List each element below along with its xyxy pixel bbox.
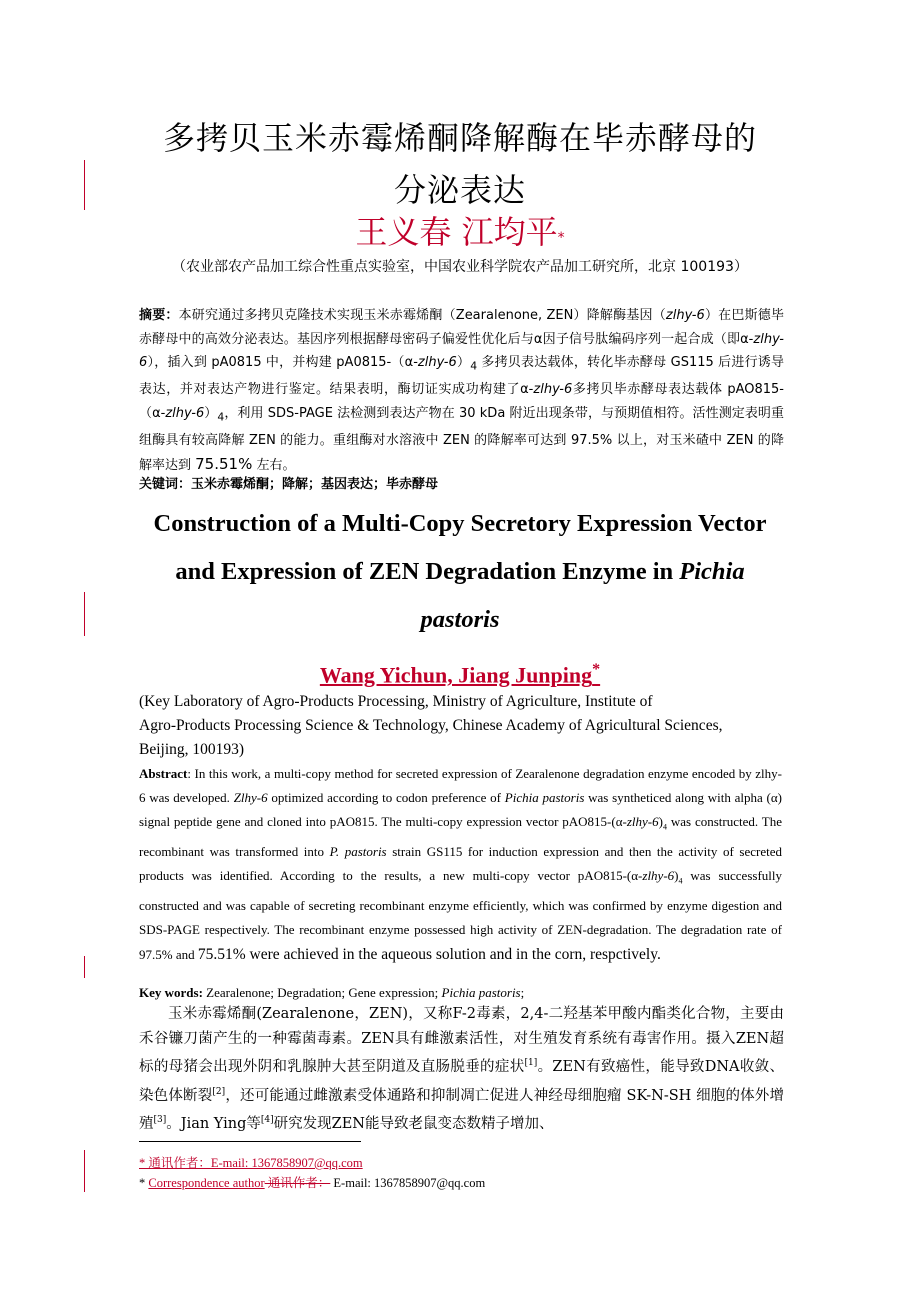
abstract-text: : In this work, a multi-copy method for secreted expression of Zearalenone degradation enzyme encoded by zlhy-6 was developed. [139, 766, 782, 806]
english-title-line2 [110, 548, 810, 596]
species-name: P. pastoris [329, 844, 387, 860]
gene-name: Zlhy-6 [233, 790, 268, 806]
footnote-mark: * [139, 1176, 149, 1190]
species-name: Pichia pastoris [441, 985, 521, 1000]
revision-bar [84, 592, 85, 636]
body-text: ，还可能通过雌激素受体通路和抑制凋亡促进人神经母细胞瘤 SK-N-SH 细胞的体外增殖 [139, 1087, 784, 1132]
chinese-title-line1: 多拷贝玉米赤霉烯酮降解酶在毕赤酵母的 [162, 119, 757, 157]
citation-ref[interactable]: [2] [212, 1086, 226, 1097]
abstract-text: 75.51% were achieved in the aqueous solution and in the corn, respctively. [197, 945, 661, 963]
footnote-separator [139, 1141, 361, 1142]
gene-name: zlhy-6 [139, 331, 784, 371]
gene-name: zlhy-6 [642, 868, 675, 884]
revision-bar [84, 160, 85, 210]
english-affiliation-line: Agro-Products Processing Science & Technology, Chinese Academy of Agricultural Sciences, [139, 717, 723, 734]
abstract-text: was constructed. The recombinant was transformed into [139, 814, 782, 860]
body-text: 研究发现ZEN能导致老鼠变态数精子增加、 [273, 1115, 554, 1132]
abstract-text: ） [204, 405, 218, 421]
english-title [110, 500, 810, 644]
english-abstract-label: Abstract [139, 766, 188, 781]
english-abstract [139, 762, 782, 967]
gene-name: zlhy-6 [533, 382, 573, 398]
citation-ref[interactable]: [1] [524, 1058, 538, 1069]
abstract-text: 多拷贝毕赤酵母表达载体 pAO815-（α- [139, 382, 784, 421]
abstract-text: ），插入到 pA0815 中，并构建 pA0815-（α- [147, 355, 418, 371]
abstract-text: 本研究通过多拷贝克隆技术实现玉米赤霉烯酮（Zearalenone, ZEN）降解酶基因（ [178, 308, 666, 323]
gene-name: zlhy-6 [417, 355, 457, 371]
english-title-line1: Construction of a Multi-Copy Secretory Expression Vector [153, 510, 767, 537]
gene-name: zlhy-6 [165, 405, 205, 421]
gene-name: zlhy-6 [665, 308, 705, 323]
abstract-text: ) [674, 868, 679, 884]
abstract-text: ) [658, 814, 663, 830]
chinese-abstract [139, 304, 784, 477]
chinese-authors [120, 212, 800, 252]
abstract-text: ） [456, 355, 471, 371]
footnote-deleted-text: 通讯作者： [264, 1176, 331, 1190]
english-keywords-text: Zearalenone; Degradation; Gene expression; [202, 985, 442, 1000]
chinese-keywords: 关键词：玉米赤霉烯酮；降解；基因表达；毕赤酵母 [139, 477, 439, 492]
footnote-inserted-text: Correspondence author [148, 1176, 265, 1190]
subscript: 4 [662, 823, 667, 832]
english-title-italic: Pichia [679, 558, 745, 585]
english-title-text: and Expression of ZEN Degradation Enzyme in [175, 558, 680, 585]
abstract-text: strain GS115 for induction expression and then the activity of secreted products was identified. According to the results, a new multi-copy vector pAO815-(α- [139, 844, 782, 884]
citation-ref[interactable]: [3] [153, 1115, 167, 1126]
english-keywords-text: ; [520, 985, 525, 1000]
english-keywords [139, 982, 784, 1004]
abstract-text: 多拷贝表达载体，转化毕赤酵母 GS115 后进行诱导表达，并对表达产物进行鉴定。结果表明，酶切证实成功构建了α- [139, 355, 784, 398]
body-paragraph [139, 1002, 784, 1136]
species-name: Pichia pastoris [504, 790, 585, 806]
english-affiliation [139, 690, 784, 762]
subscript: 4 [470, 359, 478, 373]
english-author-names: Wang Yichun, Jiang Junping [319, 662, 593, 688]
intro-paragraph [139, 1002, 784, 1136]
abstract-text: ）在巴斯德毕赤酵母中的高效分泌表达。基因序列根据酵母密码子偏爱性优化后与α因子信号肽编码序列一起合成（即α- [139, 308, 784, 347]
abstract-text: ，利用 SDS-PAGE 法检测到表达产物在 30 kDa 附近出现条带，与预期值相符。活性测定表明重组酶具有较高降解 ZEN 的能力。重组酶对水溶液中 ZEN 的降解率可达到 97.5% 以上，对玉米碴中 ZEN 的降解率达到 [139, 405, 784, 473]
abstract-text: 左右。 [252, 457, 296, 473]
footnote-email[interactable]: E-mail: 1367858907@qq.com [330, 1176, 486, 1190]
chinese-author-names: 王义春 江均平 [355, 213, 558, 251]
corresponding-mark: * [557, 230, 565, 246]
english-keywords-label: Key words: [139, 985, 203, 1000]
english-affiliation-line: (Key Laboratory of Agro-Products Processing, Ministry of Agriculture, Institute of [139, 693, 653, 710]
body-text: 。ZEN有致癌性，能导致DNA收敛、染色体断裂 [139, 1059, 785, 1104]
subscript: 4 [678, 877, 683, 886]
english-affiliation-line: Beijing, 100193) [139, 741, 245, 758]
body-text: 。Jian Ying等 [166, 1115, 261, 1132]
english-title-italic: pastoris [420, 606, 500, 633]
footnote-zh[interactable]: * 通讯作者：E-mail: 1367858907@qq.com [139, 1156, 363, 1170]
chinese-affiliation: （农业部农产品加工综合性重点实验室，中国农业科学院农产品加工研究所，北京 100193） [172, 259, 748, 275]
revision-bar [84, 1150, 85, 1192]
chinese-abstract-label: 摘要： [139, 308, 179, 323]
english-title-line3 [110, 596, 810, 644]
chinese-title-line2: 分泌表达 [393, 171, 526, 209]
footnote-en [139, 1173, 485, 1191]
citation-ref[interactable]: [4] [260, 1115, 274, 1126]
abstract-text: optimized according to codon preference of [267, 790, 505, 806]
abstract-text: was successfully constructed and was capable of secreting recombinant enzyme efficiently, which was confirmed by enzyme digestion and SDS-PAGE respectively. The recombinant enzyme possessed high activity of ZEN-degradation. The degradation rate of 97.5% and [139, 868, 782, 962]
english-authors [200, 650, 720, 695]
revision-bar [84, 956, 85, 978]
chinese-title [120, 112, 800, 216]
body-text: 玉米赤霉烯酮(Zearalenone，ZEN)，又称F-2毒素，2,4-二羟基苯甲酸内酯类化合物，主要由禾谷镰刀菌产生的一种霉菌毒素。ZEN具有雌激素活性，对生殖发育系统有毒害作用。摄入ZEN超标的母猪会出现外阴和乳腺肿大甚至阴道及直肠脱垂的症状 [139, 1006, 784, 1076]
abstract-value: 75.51% [195, 454, 253, 473]
gene-name: zlhy-6 [626, 814, 659, 830]
corresponding-mark: * [592, 661, 601, 678]
abstract-text: was syntheticed along with alpha (α) signal peptide gene and cloned into pAO815. The multi-copy expression vector pAO815-(α- [139, 790, 783, 830]
subscript: 4 [217, 410, 225, 424]
